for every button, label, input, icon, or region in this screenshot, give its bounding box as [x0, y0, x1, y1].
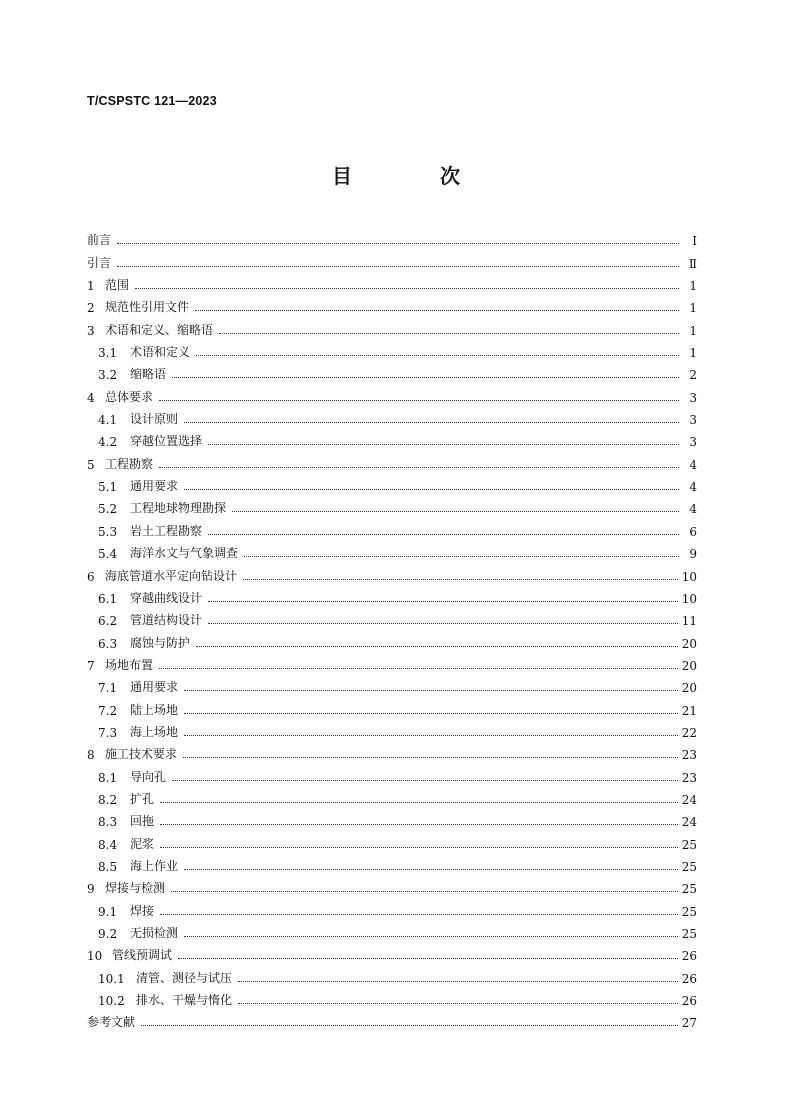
- toc-entry-number: 9: [87, 882, 95, 897]
- toc-entry[interactable]: [87, 584, 697, 606]
- toc-entry-page: 4: [689, 457, 697, 472]
- toc-entry-title: 工程地球物理勘探: [130, 501, 227, 516]
- toc-entry[interactable]: [87, 852, 697, 874]
- toc-entry-title: 回拖: [130, 814, 155, 829]
- toc-entry-number: 6: [87, 569, 95, 584]
- toc-entry[interactable]: [87, 315, 697, 337]
- toc-entry[interactable]: [87, 1008, 697, 1030]
- toc-entry-title: 陆上场地: [130, 702, 179, 717]
- toc-dot-leader: [171, 890, 678, 892]
- toc-entry-number: 7.2: [98, 703, 118, 718]
- toc-dot-leader: [135, 287, 679, 289]
- toc-entry-page: 1: [689, 346, 697, 361]
- toc-entry-number: 8.3: [98, 815, 118, 830]
- toc-entry-number: 8.1: [98, 770, 118, 785]
- toc-entry-title: 排水、干燥与惰化: [136, 993, 233, 1008]
- toc-entry-title: 岩土工程勘察: [130, 523, 203, 538]
- toc-entry[interactable]: [87, 539, 697, 561]
- toc-entry-page: 1: [689, 323, 697, 338]
- toc-entry-number: 3.1: [98, 346, 118, 361]
- toc-entry-number: 5.2: [98, 502, 118, 517]
- toc-dot-leader: [184, 868, 678, 870]
- toc-entry-title: 通用要求: [130, 680, 179, 695]
- toc-entry[interactable]: [87, 293, 697, 315]
- toc-dot-leader: [178, 957, 678, 959]
- toc-entry-title: 工程勘察: [105, 456, 154, 471]
- toc-dot-leader: [184, 689, 678, 691]
- toc-entry[interactable]: [87, 718, 697, 740]
- toc-entry-number: 4.2: [98, 435, 118, 450]
- toc-dot-leader: [238, 1002, 678, 1004]
- toc-entry-title: 术语和定义、缩略语: [105, 322, 214, 337]
- toc-entry-page: 26: [681, 994, 697, 1009]
- toc-entry[interactable]: [87, 963, 697, 985]
- toc-entry-number: 8.2: [98, 792, 118, 807]
- toc-entry-page: 6: [689, 524, 697, 539]
- toc-entry-page: 2: [689, 368, 697, 383]
- toc-entry-title: 施工技术要求: [105, 747, 178, 762]
- toc-entry[interactable]: [87, 785, 697, 807]
- toc-entry-title: 管线预调试: [112, 948, 173, 963]
- toc-entry-number: 10.1: [98, 971, 125, 986]
- toc-dot-leader: [244, 555, 679, 557]
- toc-dot-leader: [183, 756, 678, 758]
- toc-entry-number: 8.4: [98, 837, 118, 852]
- toc-entry-title: 参考文献: [87, 1015, 136, 1030]
- toc-entry-title: 场地布置: [105, 657, 154, 672]
- toc-entry[interactable]: [87, 226, 697, 248]
- toc-entry[interactable]: [87, 271, 697, 293]
- toc-entry-number: 8: [87, 748, 95, 763]
- toc-dot-leader: [160, 913, 678, 915]
- toc-dot-leader: [117, 265, 679, 267]
- toc-entry[interactable]: [87, 494, 697, 516]
- toc-entry-page: 25: [681, 927, 697, 941]
- toc-entry[interactable]: [87, 606, 697, 628]
- toc-entry-page: 20: [681, 658, 697, 673]
- toc-entry-title: 扩孔: [130, 791, 155, 806]
- toc-entry[interactable]: [87, 740, 697, 762]
- toc-entry-number: 2: [87, 301, 95, 316]
- toc-entry-page: 26: [681, 949, 697, 964]
- toc-entry-number: 6.3: [98, 636, 118, 651]
- toc-entry-page: 24: [681, 792, 697, 807]
- toc-entry-title: 穿越曲线设计: [130, 590, 203, 605]
- toc-entry-number: 10.2: [98, 994, 125, 1009]
- toc-entry-page: 10: [681, 569, 697, 584]
- toc-entry-page: 3: [689, 390, 697, 405]
- toc-entry-title: 海上作业: [130, 858, 179, 873]
- toc-dot-leader: [159, 399, 679, 401]
- toc-entry-number: 6.2: [98, 614, 118, 629]
- toc-entry-number: 8.5: [98, 859, 118, 874]
- toc-entry-title: 通用要求: [130, 479, 179, 494]
- toc-dot-leader: [184, 935, 678, 937]
- toc-entry-page: 20: [681, 681, 697, 696]
- toc-entry-page: 23: [681, 770, 697, 785]
- toc-entry-page: 23: [681, 748, 697, 763]
- standard-code: T/CSPSTC 121—2023: [87, 94, 217, 108]
- toc-entry-title: 导向孔: [130, 769, 167, 784]
- toc-dot-leader: [117, 242, 679, 244]
- toc-entry-title: 设计原则: [130, 412, 179, 427]
- toc-entry[interactable]: [87, 941, 697, 963]
- toc-entry-page: 21: [681, 703, 697, 718]
- toc-entry[interactable]: [87, 896, 697, 918]
- toc-entry-title: 海底管道水平定向钻设计: [105, 568, 238, 583]
- toc-entry-title: 焊接与检测: [105, 881, 166, 896]
- toc-dot-leader: [243, 578, 678, 580]
- toc-entry[interactable]: [87, 516, 697, 538]
- toc-entry-page: Ⅰ: [692, 234, 697, 249]
- toc-entry[interactable]: [87, 248, 697, 270]
- toc-dot-leader: [208, 622, 678, 624]
- toc-dot-leader: [184, 712, 678, 714]
- toc-entry-title: 清管、测径与试压: [136, 970, 233, 985]
- toc-entry-title: 缩略语: [130, 367, 167, 382]
- toc-entry-number: 4.1: [98, 413, 118, 428]
- toc-entry[interactable]: [87, 651, 697, 673]
- toc-entry-page: 4: [689, 502, 697, 517]
- toc-entry-page: 9: [689, 547, 697, 562]
- toc-entry[interactable]: [87, 360, 697, 382]
- toc-entry-number: 5.3: [98, 524, 118, 539]
- toc-dot-leader: [232, 510, 679, 512]
- toc-entry-page: 25: [681, 837, 697, 852]
- toc-entry-number: 9.1: [98, 904, 118, 919]
- toc-entry[interactable]: [87, 382, 697, 404]
- toc-entry-page: 24: [681, 815, 697, 830]
- toc-entry-page: 25: [681, 882, 697, 897]
- toc-entry-page: 10: [681, 591, 697, 606]
- toc-dot-leader: [208, 443, 679, 445]
- toc-dot-leader: [159, 667, 678, 669]
- toc-dot-leader: [160, 846, 678, 848]
- toc-entry-page: 1: [689, 279, 697, 294]
- toc-entry-page: 26: [681, 971, 697, 986]
- toc-entry-page: 3: [689, 413, 697, 428]
- toc-entry-page: 4: [689, 480, 697, 495]
- toc-dot-leader: [160, 801, 678, 803]
- toc-entry-title: 术语和定义: [130, 345, 191, 360]
- toc-entry-number: 4: [87, 390, 95, 405]
- toc-entry-title: 焊接: [130, 903, 155, 918]
- toc-entry-title: 无损检测: [130, 926, 179, 940]
- toc-entry-page: 1: [689, 301, 697, 316]
- toc-dot-leader: [208, 600, 678, 602]
- toc-dot-leader: [196, 354, 679, 356]
- toc-entry-number: 5.1: [98, 480, 118, 495]
- toc-entry-number: 9.2: [98, 927, 118, 941]
- toc-entry[interactable]: [87, 762, 697, 784]
- toc-entry[interactable]: [87, 449, 697, 471]
- toc-entry[interactable]: [87, 338, 697, 360]
- toc-dot-leader: [238, 980, 678, 982]
- toc-entry-number: 5: [87, 457, 95, 472]
- toc-entry-title: 海上场地: [130, 724, 179, 739]
- toc-dot-leader: [208, 533, 679, 535]
- toc-entry-number: 7: [87, 658, 95, 673]
- toc-entry-number: 1: [87, 279, 95, 294]
- toc-entry-page: 25: [681, 904, 697, 919]
- toc-dot-leader: [196, 645, 678, 647]
- toc-entry-page: 27: [681, 1016, 697, 1031]
- toc-dot-leader: [184, 421, 679, 423]
- toc-dot-leader: [172, 779, 678, 781]
- toc-entry[interactable]: [87, 829, 697, 851]
- toc-entry-page: 22: [681, 725, 697, 740]
- toc-entry-number: 7.3: [98, 725, 118, 740]
- toc-entry-number: 10: [87, 949, 103, 964]
- toc-dot-leader: [160, 823, 678, 825]
- toc-dot-leader: [159, 466, 679, 468]
- toc-dot-leader: [219, 332, 679, 334]
- toc-entry[interactable]: [87, 986, 697, 1008]
- toc-dot-leader: [195, 309, 679, 311]
- toc-entry-number: 3: [87, 323, 95, 338]
- toc-entry-title: 腐蚀与防护: [130, 635, 191, 650]
- toc-entry[interactable]: [87, 472, 697, 494]
- toc-entry[interactable]: [87, 874, 697, 896]
- toc-entry[interactable]: [87, 807, 697, 829]
- toc-entry-number: 6.1: [98, 591, 118, 606]
- toc-entry[interactable]: [87, 405, 697, 427]
- toc-entry[interactable]: [87, 919, 697, 941]
- toc-entry-title: 前言: [87, 233, 112, 248]
- toc-entry-title: 引言: [87, 255, 112, 270]
- page-title: 目 次: [332, 164, 494, 188]
- toc-dot-leader: [184, 734, 678, 736]
- toc-entry-page: 25: [681, 859, 697, 874]
- toc-entry-title: 规范性引用文件: [105, 300, 190, 315]
- toc-entry-number: 7.1: [98, 681, 118, 696]
- toc-dot-leader: [141, 1024, 678, 1026]
- toc-entry-title: 泥浆: [130, 836, 155, 851]
- toc-dot-leader: [184, 488, 679, 490]
- toc-entry[interactable]: [87, 628, 697, 650]
- toc-entry[interactable]: [87, 561, 697, 583]
- toc-entry-number: 5.4: [98, 547, 118, 562]
- table-of-contents: [87, 226, 697, 1030]
- toc-dot-leader: [172, 376, 679, 378]
- toc-entry[interactable]: [87, 695, 697, 717]
- toc-entry-page: 11: [681, 614, 697, 629]
- toc-entry-title: 海洋水文与气象调查: [130, 546, 239, 561]
- toc-entry[interactable]: [87, 427, 697, 449]
- toc-entry-title: 穿越位置选择: [130, 434, 203, 449]
- toc-entry-title: 范围: [105, 278, 130, 293]
- toc-entry-page: Ⅱ: [688, 256, 697, 271]
- toc-entry[interactable]: [87, 673, 697, 695]
- toc-entry-page: 20: [681, 636, 697, 651]
- toc-entry-number: 3.2: [98, 368, 118, 383]
- toc-entry-page: 3: [689, 435, 697, 450]
- toc-entry-title: 管道结构设计: [130, 613, 203, 628]
- toc-entry-title: 总体要求: [105, 389, 154, 404]
